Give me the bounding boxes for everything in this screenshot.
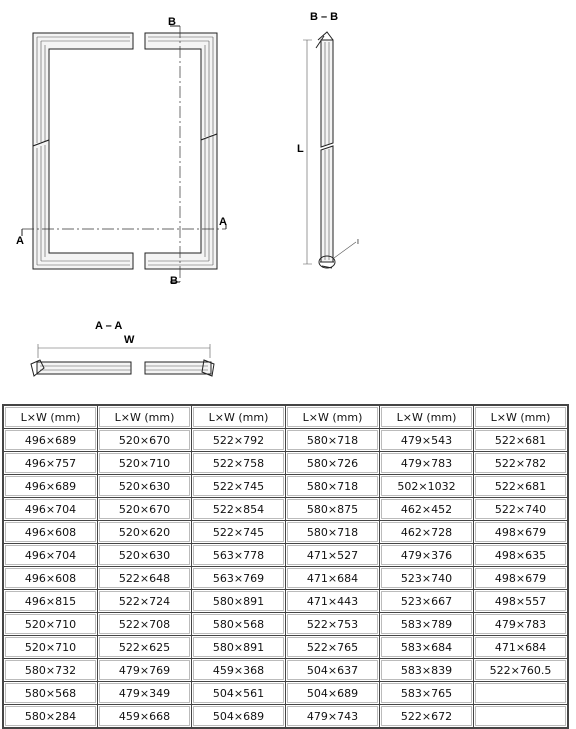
table-cell: 520×620 [98, 521, 192, 544]
table-cell: 580×891 [192, 636, 286, 659]
table-cell: 580×875 [286, 498, 380, 521]
table-cell: 471×684 [474, 636, 569, 659]
table-cell: 520×670 [98, 429, 192, 452]
table-cell: 479×783 [474, 613, 569, 636]
table-row [3, 705, 568, 729]
column-header: L×W (mm) [192, 405, 286, 429]
table-cell: 522×648 [98, 567, 192, 590]
column-header: L×W (mm) [286, 405, 380, 429]
column-header: L×W (mm) [3, 405, 98, 429]
table-cell: 496×689 [3, 475, 98, 498]
table-cell: 522×745 [192, 475, 286, 498]
table-cell: 502×1032 [380, 475, 474, 498]
table-cell: 496×608 [3, 521, 98, 544]
table-cell: 471×527 [286, 544, 380, 567]
column-header: L×W (mm) [380, 405, 474, 429]
table-cell: 498×679 [474, 567, 569, 590]
table-cell: 498×635 [474, 544, 569, 567]
section-a-left-label: A [16, 235, 24, 247]
table-row [3, 636, 568, 659]
table-cell: 504×689 [286, 682, 380, 705]
width-dimension-label: W [124, 334, 135, 346]
section-bb-view [303, 32, 356, 268]
table-row [3, 475, 568, 498]
table-cell: 496×704 [3, 544, 98, 567]
table-row [3, 659, 568, 682]
frame-front-view [22, 26, 226, 282]
table-cell: 504×637 [286, 659, 380, 682]
table-cell: 583×789 [380, 613, 474, 636]
table-cell: 459×668 [98, 705, 192, 729]
table-cell: 580×718 [286, 475, 380, 498]
table-cell: 479×543 [380, 429, 474, 452]
table-cell: 522×854 [192, 498, 286, 521]
table-cell: 496×608 [3, 567, 98, 590]
table-cell: 522×745 [192, 521, 286, 544]
table-cell: 522×758 [192, 452, 286, 475]
table-cell: 496×815 [3, 590, 98, 613]
table-cell: 522×672 [380, 705, 474, 729]
table-cell: 583×839 [380, 659, 474, 682]
table-cell: 522×792 [192, 429, 286, 452]
table-cell: 523×740 [380, 567, 474, 590]
table-cell: 522×708 [98, 613, 192, 636]
length-dimension-label: L [297, 143, 304, 155]
table-cell: 580×568 [192, 613, 286, 636]
table-row [3, 590, 568, 613]
table-cell: 462×728 [380, 521, 474, 544]
table-cell [474, 682, 569, 705]
table-header-row [3, 405, 568, 429]
table-cell: 496×704 [3, 498, 98, 521]
table-cell: 479×349 [98, 682, 192, 705]
table-cell: 498×557 [474, 590, 569, 613]
table-row [3, 521, 568, 544]
table-cell: 520×670 [98, 498, 192, 521]
table-cell: 563×778 [192, 544, 286, 567]
table-cell: 520×710 [98, 452, 192, 475]
table-cell: 580×726 [286, 452, 380, 475]
table-cell: 580×284 [3, 705, 98, 729]
table-cell: 462×452 [380, 498, 474, 521]
table-cell: 580×568 [3, 682, 98, 705]
table-cell: 523×667 [380, 590, 474, 613]
table-body [3, 429, 568, 729]
table-row [3, 567, 568, 590]
table-cell: 504×561 [192, 682, 286, 705]
table-cell: 580×718 [286, 429, 380, 452]
table-row [3, 452, 568, 475]
section-a-right-label: A [219, 216, 227, 228]
table-cell: 520×630 [98, 475, 192, 498]
table-cell: 522×740 [474, 498, 569, 521]
table-cell: 496×689 [3, 429, 98, 452]
table-cell: 498×679 [474, 521, 569, 544]
detail-callout-label: I [357, 239, 359, 246]
table-cell: 580×732 [3, 659, 98, 682]
table-row [3, 613, 568, 636]
table-row [3, 429, 568, 452]
column-header: L×W (mm) [98, 405, 192, 429]
table-row [3, 498, 568, 521]
table-cell: 522×625 [98, 636, 192, 659]
table-cell: 522×782 [474, 452, 569, 475]
table-cell: 522×681 [474, 429, 569, 452]
section-aa-title: A – A [95, 320, 123, 332]
table-cell: 580×718 [286, 521, 380, 544]
table-cell: 520×710 [3, 613, 98, 636]
table-cell: 522×753 [286, 613, 380, 636]
table-cell: 563×769 [192, 567, 286, 590]
table-cell: 580×891 [192, 590, 286, 613]
table-cell: 520×630 [98, 544, 192, 567]
table-row [3, 682, 568, 705]
table-cell: 522×760.5 [474, 659, 569, 682]
column-header: L×W (mm) [474, 405, 569, 429]
section-b-top-label: B [168, 16, 176, 28]
table-cell: 522×724 [98, 590, 192, 613]
table-cell: 522×681 [474, 475, 569, 498]
table-cell: 504×689 [192, 705, 286, 729]
table-cell [474, 705, 569, 729]
table-cell: 471×443 [286, 590, 380, 613]
table-cell: 479×743 [286, 705, 380, 729]
table-cell: 520×710 [3, 636, 98, 659]
table-row [3, 544, 568, 567]
sizes-table [2, 404, 569, 729]
table-cell: 479×376 [380, 544, 474, 567]
table-cell: 471×684 [286, 567, 380, 590]
table-cell: 459×368 [192, 659, 286, 682]
table-cell: 479×783 [380, 452, 474, 475]
table-cell: 583×684 [380, 636, 474, 659]
section-aa-view [31, 344, 214, 376]
table-cell: 496×757 [3, 452, 98, 475]
section-b-bottom-label: B [170, 275, 178, 287]
table-cell: 522×765 [286, 636, 380, 659]
section-bb-title: B – B [310, 11, 339, 23]
table-cell: 583×765 [380, 682, 474, 705]
table-cell: 479×769 [98, 659, 192, 682]
